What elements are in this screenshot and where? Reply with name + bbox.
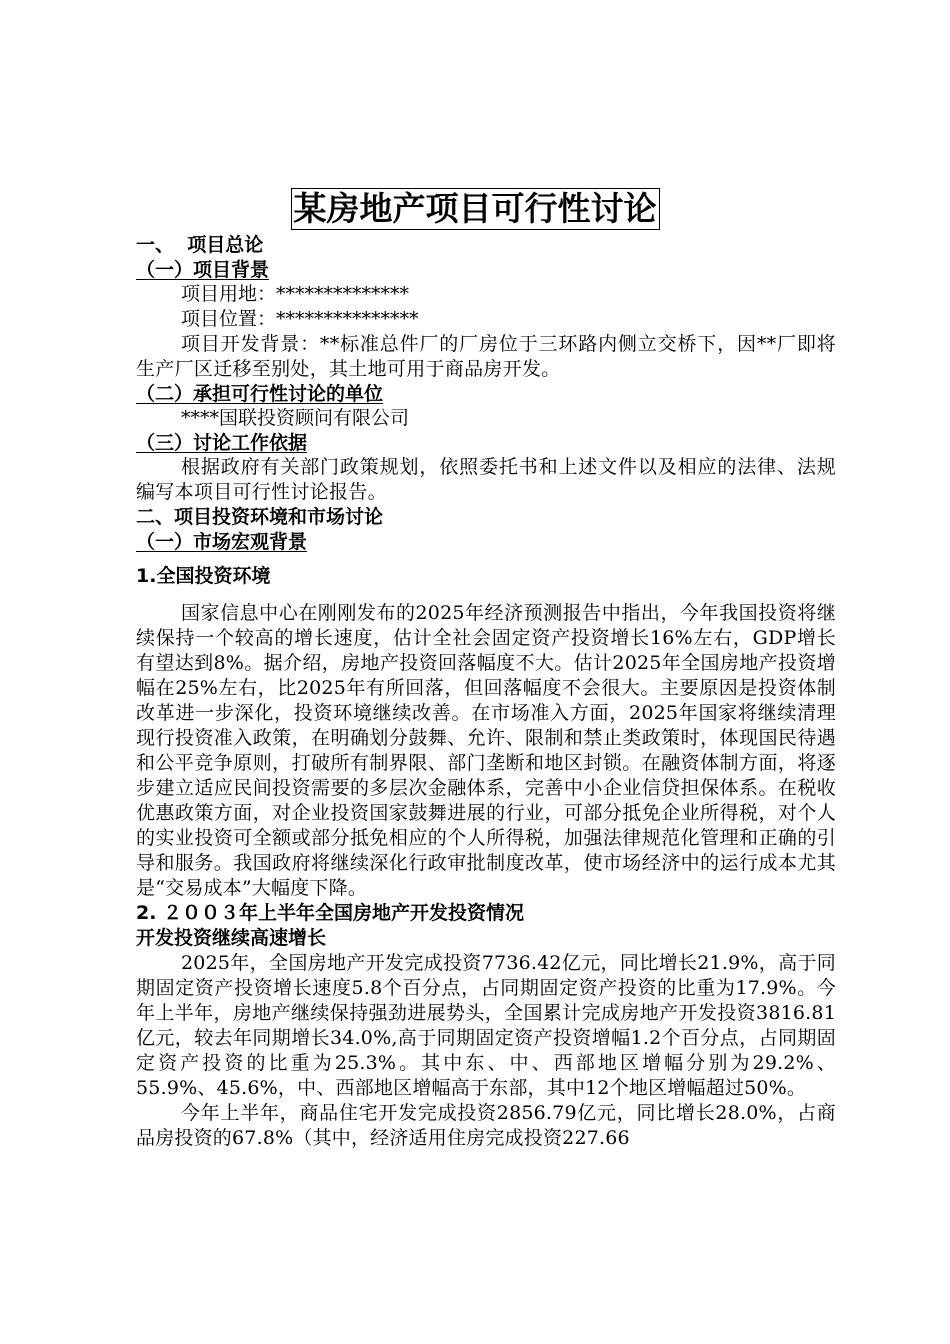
subsection-heading-background: （一）项目背景 xyxy=(136,259,270,281)
real-estate-investment-heading: 2. ２００３年上半年全国房地产开发投资情况 xyxy=(136,902,525,924)
investment-growth-text-1: 2025年，全国房地产开发完成投资7736.42亿元，同比增长21.9%，高于同期固定资产投资增长速度5.8个百分点，占同期固定资产投资的比重为17.9%。今年上半年，房地产继续保持强劲进展势头，全国累计完成房地产开发投资3816.81亿元，较去年同期增长34.0%,高于同期固定资产投资增幅1.2个百分点，占同期固定资产投资的比重为25.3%。其中东、中、西部地区增幅分别为29.2%、55.9%、45.6%，中、西部地区增幅高于东部，其中12个地区增幅超过50%。 xyxy=(136,952,836,1099)
document-body xyxy=(136,233,836,1151)
project-location: 项目位置：*************** xyxy=(181,308,419,330)
section-heading-2: 二、项目投资环境和市场讨论 xyxy=(136,506,384,528)
project-land: 项目用地：************** xyxy=(181,283,410,305)
subsection-heading-macro: （一）市场宏观背景 xyxy=(136,531,308,553)
investment-environment-heading: 1.全国投资环境 xyxy=(136,565,271,587)
investment-growth-subheading: 开发投资继续高速增长 xyxy=(136,927,327,949)
subsection-heading-basis: （三）讨论工作依据 xyxy=(136,432,308,454)
investment-environment-text: 国家信息中心在刚刚发布的2025年经济预测报告中指出，今年我国投资将继续保持一个较高的增长速度，估计全社会固定资产投资增长16%左右，GDP增长有望达到8%。据介绍，房地产投资回落幅度不大。估计2025年全国房地产投资增幅在25%左右，比2025年有所回落，但回落幅度不会很大。主要原因是投资体制改革进一步深化，投资环境继续改善。在市场准入方面，2025年国家将继续清理现行投资准入政策，在明确划分鼓舞、允许、限制和禁止类政策时，体现国民待遇和公平竞争原则，打破所有制界限、部门垄断和地区封锁。在融资体制方面，将逐步建立适应民间投资需要的多层次金融体系，完善中小企业信贷担保体系。在税收优惠政策方面，对企业投资国家鼓舞进展的行业，可部分抵免企业所得税，对个人的实业投资可全额或部分抵免相应的个人所得税，加强法律规范化管理和正确的引导和服务。我国政府将继续深化行政审批制度改革，使市场经济中的运行成本尤其是“交易成本”大幅度下降。 xyxy=(136,602,836,899)
section-heading-1: 一、 项目总论 xyxy=(136,234,264,256)
subsection-heading-unit: （二）承担可行性讨论的单位 xyxy=(136,383,384,405)
title-container xyxy=(0,188,950,230)
consulting-unit: ****国联投资顾问有限公司 xyxy=(181,407,410,429)
document-title: 某房地产项目可行性讨论 xyxy=(291,188,660,230)
work-basis: 根据政府有关部门政策规划，依照委托书和上述文件以及相应的法律、法规编写本项目可行性讨论报告。 xyxy=(136,456,836,503)
project-background: 项目开发背景：**标准总件厂的厂房位于三环路内侧立交桥下，因**厂即将生产厂区迁移至别处，其土地可用于商品房开发。 xyxy=(136,333,836,380)
investment-growth-text-2: 今年上半年，商品住宅开发完成投资2856.79亿元，同比增长28.0%，占商品房投资的67.8%（其中，经济适用住房完成投资227.66 xyxy=(136,1102,836,1149)
